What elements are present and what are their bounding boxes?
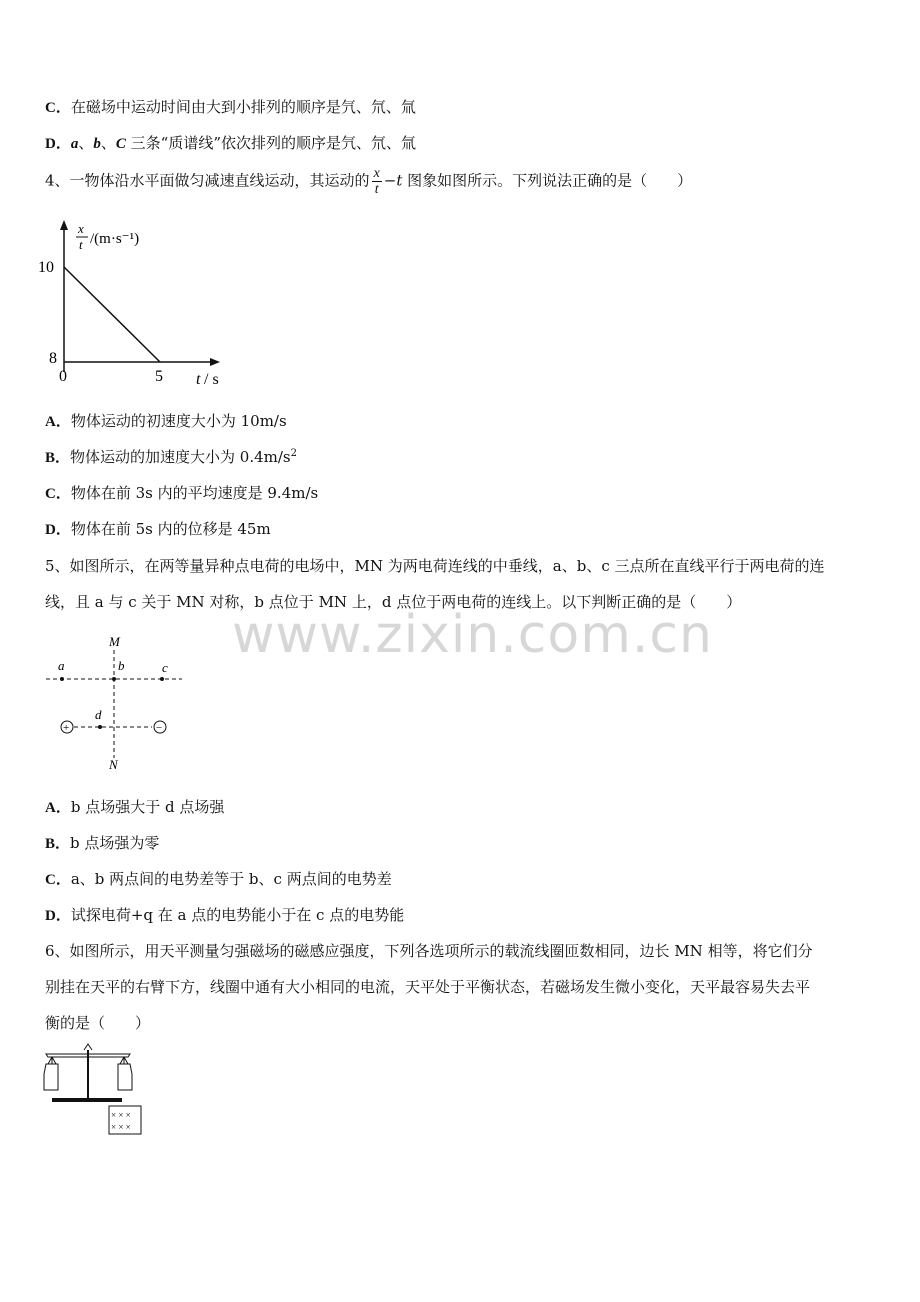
q5-option-d [45, 904, 404, 925]
option-label: D． [45, 522, 71, 538]
point-d [98, 725, 102, 729]
right-hanger [120, 1057, 128, 1064]
frac-num: x [373, 166, 380, 181]
stem-text: 一物体沿水平面做匀减速直线运动，其运动的 [69, 171, 370, 190]
q6-stem-line1: 6、如图所示，用天平测量匀强磁场的磁感应强度，下列各选项所示的载流线圈匝数相同，边长 MN 相等，将它们分 [45, 942, 813, 960]
left-hanger [48, 1057, 56, 1064]
q6-stem-line3: 衡的是（ ） [45, 1014, 151, 1032]
field-marks-row1: × × × [111, 1110, 131, 1120]
x-tick-5: 5 [155, 368, 163, 385]
option-text: 物体运动的加速度大小为 0.4m/s [70, 448, 291, 466]
stem-text: 图象如图所示。下列说法正确的是（ ） [402, 171, 693, 190]
y-axis-arrow [60, 220, 68, 230]
q3-option-d [45, 132, 416, 153]
x-axis-arrow [210, 358, 220, 366]
option-label: D． [45, 908, 71, 924]
option-text: b 点场强为零 [70, 834, 160, 852]
plus-sign: + [63, 722, 70, 734]
q5-charge-diagram [40, 630, 200, 775]
q5-option-c [45, 868, 392, 889]
q5-option-b [45, 832, 159, 853]
minus-sign: − [156, 722, 163, 734]
point-a [60, 677, 64, 681]
x-label: t [196, 371, 201, 388]
point-b [112, 677, 116, 681]
left-pan [44, 1064, 58, 1090]
label-M: M [109, 634, 120, 649]
fraction-x-over-t [372, 166, 382, 197]
q6-stem-line2: 别挂在天平的右臂下方，线圈中通有大小相同的电流，天平处于平衡状态，若磁场发生微小变化，天平最容易失去平 [45, 978, 811, 996]
option-label: B． [45, 836, 71, 852]
balance-base [52, 1098, 122, 1102]
option-label: C． [45, 486, 71, 502]
frac-den: t [374, 182, 379, 197]
label-b: b [118, 658, 125, 673]
y-unit: /(m·s⁻¹) [90, 231, 140, 247]
q5-stem-line1: 5、如图所示，在两等量异种点电荷的电场中，MN 为两电荷连线的中垂线，a、b、c 三点所在直线平行于两电荷的连 [45, 557, 825, 575]
balance-pointer [84, 1044, 92, 1050]
superscript: 2 [290, 448, 297, 459]
option-text: 三条“质谱线”依次排列的顺序是氕、氘、氚 [125, 134, 416, 152]
y-tick-8: 8 [49, 350, 57, 367]
option-label: A． [45, 414, 71, 430]
option-label: A． [45, 800, 71, 816]
q4-stem [45, 166, 692, 197]
separator: 、 [78, 134, 94, 152]
option-text: 物体在前 3s 内的平均速度是 9.4m/s [70, 484, 319, 502]
q4-option-a [45, 410, 287, 431]
option-label: D． [45, 136, 71, 152]
y-label-den: t [79, 237, 83, 252]
separator: 、 [100, 134, 116, 152]
var-t: t [396, 171, 403, 190]
q4-option-c [45, 482, 318, 503]
q5-stem-line2: 线，且 a 与 c 关于 MN 对称，b 点位于 MN 上，d 点位于两电荷的连线上。以下判断正确的是（ ） [45, 593, 742, 611]
option-text: b 点场强大于 d 点场强 [70, 798, 225, 816]
label-N: N [109, 757, 118, 772]
option-label: B． [45, 450, 71, 466]
q4-option-d [45, 518, 271, 539]
watermark: www.zixin.com.cn [232, 605, 713, 665]
option-text: 物体在前 5s 内的位移是 45m [70, 520, 271, 538]
minus-sign: − [383, 171, 397, 190]
q5-option-a [45, 796, 224, 817]
label-d: d [95, 707, 102, 722]
option-text: 在磁场中运动时间由大到小排列的顺序是氕、氘、氚 [70, 98, 416, 116]
label-c: c [162, 660, 168, 675]
var-c: C [115, 136, 126, 152]
point-c [160, 677, 164, 681]
data-line [64, 267, 160, 362]
option-label: C． [45, 100, 71, 116]
q3-option-c [45, 96, 416, 117]
option-label: C． [45, 872, 71, 888]
q6-balance-diagram [40, 1040, 150, 1140]
x-tick-0: 0 [59, 368, 67, 385]
y-tick-10: 10 [38, 259, 54, 276]
right-pan [118, 1064, 132, 1090]
y-label-num: x [78, 221, 84, 236]
question-number: 4、 [45, 171, 70, 190]
q4-xt-graph [30, 218, 240, 390]
q4-option-b [45, 446, 297, 467]
option-text: 物体运动的初速度大小为 10m/s [70, 412, 287, 430]
option-text: 试探电荷+q 在 a 点的电势能小于在 c 点的电势能 [70, 906, 405, 924]
option-text: a、b 两点间的电势差等于 b、c 两点间的电势差 [70, 870, 392, 888]
label-a: a [58, 658, 65, 673]
var-a: a [70, 136, 79, 152]
field-marks-row2: × × × [111, 1122, 131, 1132]
var-b: b [93, 136, 101, 152]
x-unit: / s [204, 371, 219, 388]
